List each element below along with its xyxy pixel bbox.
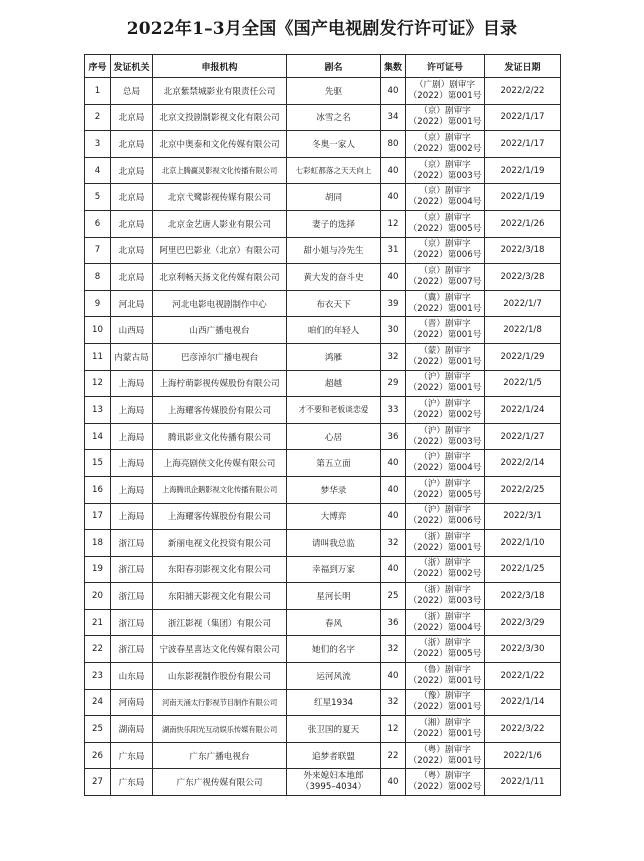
- cell-authority: 上海局: [111, 423, 153, 450]
- cell-no: 21: [85, 609, 111, 636]
- cell-date: 2022/1/19: [485, 157, 561, 184]
- license-line-2: （2022）第004号: [408, 197, 482, 208]
- page-title: 2022年1–3月全国《国产电视剧发行许可证》目录: [126, 19, 518, 39]
- cell-drama: 红星1934: [287, 689, 381, 716]
- cell-license-no: [406, 104, 485, 131]
- license-line-2: （2022）第001号: [408, 729, 482, 740]
- cell-authority: 广东局: [111, 769, 153, 796]
- cell-no: 3: [85, 131, 111, 158]
- cell-date: 2022/3/30: [485, 636, 561, 663]
- cell-license-no: [406, 609, 485, 636]
- cell-license-no: [406, 689, 485, 716]
- header-license-no: 许可证号: [406, 55, 485, 78]
- cell-episodes: 40: [381, 450, 406, 477]
- header-drama: 剧名: [287, 55, 381, 78]
- cell-authority: 上海局: [111, 503, 153, 530]
- cell-license-no: [406, 78, 485, 105]
- table-row: [85, 78, 561, 105]
- license-line-1: （京）剧审字: [419, 239, 471, 250]
- cell-applicant: 河南天涌太行影视节目制作有限公司: [153, 689, 287, 716]
- cell-no: 6: [85, 210, 111, 237]
- cell-applicant: 山东影视制作股份有限公司: [153, 663, 287, 690]
- cell-episodes: 40: [381, 503, 406, 530]
- cell-date: 2022/3/1: [485, 503, 561, 530]
- cell-applicant: 北京金艺唐人影业有限公司: [153, 210, 287, 237]
- cell-date: 2022/2/14: [485, 450, 561, 477]
- cell-date: 2022/2/22: [485, 78, 561, 105]
- license-line-1: （湘）剧审字: [419, 718, 471, 729]
- table-row: [85, 237, 561, 264]
- license-line-2: （2022）第001号: [408, 383, 482, 394]
- license-line-1: （粤）剧审字: [419, 744, 471, 755]
- license-table: [84, 54, 561, 796]
- cell-episodes: 39: [381, 290, 406, 317]
- header-episodes: 集数: [381, 55, 406, 78]
- header-authority: 发证机关: [111, 55, 153, 78]
- table-row: [85, 210, 561, 237]
- cell-no: 23: [85, 663, 111, 690]
- license-line-2: （2022）第005号: [408, 649, 482, 660]
- cell-license-no: [406, 184, 485, 211]
- cell-drama: 冬奥一家人: [287, 131, 381, 158]
- cell-license-no: [406, 131, 485, 158]
- cell-license-no: [406, 450, 485, 477]
- table-row: [85, 689, 561, 716]
- license-line-1: （沪）剧审字: [419, 478, 471, 489]
- license-line-2: （2022）第007号: [408, 276, 482, 287]
- cell-applicant: 北京中奥泰和文化传媒有限公司: [153, 131, 287, 158]
- cell-date: 2022/1/17: [485, 131, 561, 158]
- cell-episodes: 40: [381, 157, 406, 184]
- cell-episodes: 40: [381, 769, 406, 796]
- cell-no: 19: [85, 556, 111, 583]
- license-line-2: （2022）第001号: [408, 90, 482, 101]
- cell-date: 2022/3/18: [485, 237, 561, 264]
- license-line-1: （京）剧审字: [419, 186, 471, 197]
- cell-drama: 七彩虹都落之天天向上: [287, 157, 381, 184]
- license-line-2: （2022）第002号: [408, 782, 482, 793]
- table-row: [85, 317, 561, 344]
- cell-authority: 浙江局: [111, 530, 153, 557]
- cell-date: 2022/1/24: [485, 397, 561, 424]
- cell-authority: 浙江局: [111, 583, 153, 610]
- cell-drama: 星河长明: [287, 583, 381, 610]
- cell-authority: 北京局: [111, 157, 153, 184]
- cell-license-no: [406, 423, 485, 450]
- cell-episodes: 40: [381, 184, 406, 211]
- cell-license-no: [406, 583, 485, 610]
- license-line-1: （蒙）剧审字: [419, 345, 471, 356]
- cell-no: 12: [85, 370, 111, 397]
- cell-drama: 黄大发的奋斗史: [287, 264, 381, 291]
- cell-episodes: 40: [381, 264, 406, 291]
- cell-license-no: [406, 317, 485, 344]
- cell-date: 2022/1/14: [485, 689, 561, 716]
- cell-license-no: [406, 476, 485, 503]
- cell-license-no: [406, 503, 485, 530]
- cell-drama: 梦华录: [287, 476, 381, 503]
- cell-applicant: 阿里巴巴影业（北京）有限公司: [153, 237, 287, 264]
- cell-authority: 北京局: [111, 210, 153, 237]
- cell-authority: 内蒙古局: [111, 343, 153, 370]
- license-line-1: （浙）剧审字: [419, 638, 471, 649]
- cell-drama: 胡同: [287, 184, 381, 211]
- table-row: [85, 397, 561, 424]
- cell-drama: 布衣天下: [287, 290, 381, 317]
- license-line-1: （粤）剧审字: [419, 771, 471, 782]
- cell-applicant: 宁波春星喜达文化传媒有限公司: [153, 636, 287, 663]
- table-row: [85, 609, 561, 636]
- cell-authority: 山东局: [111, 663, 153, 690]
- table-row: [85, 476, 561, 503]
- license-line-1: （京）剧审字: [419, 212, 471, 223]
- cell-drama: [287, 769, 381, 796]
- cell-drama: 甜小姐与冷先生: [287, 237, 381, 264]
- license-line-2: （2022）第005号: [408, 489, 482, 500]
- cell-drama: 追梦者联盟: [287, 742, 381, 769]
- license-line-2: （2022）第001号: [408, 303, 482, 314]
- cell-applicant: 上海腾讯企鹅影视文化传播有限公司: [153, 476, 287, 503]
- cell-date: 2022/3/28: [485, 264, 561, 291]
- table-row: [85, 636, 561, 663]
- cell-episodes: 40: [381, 78, 406, 105]
- license-line-2: （2022）第006号: [408, 516, 482, 527]
- cell-drama: 她们的名字: [287, 636, 381, 663]
- cell-date: 2022/1/8: [485, 317, 561, 344]
- cell-drama: 运河风流: [287, 663, 381, 690]
- cell-applicant: 新丽电视文化投资有限公司: [153, 530, 287, 557]
- cell-no: 16: [85, 476, 111, 503]
- license-line-2: （2022）第004号: [408, 622, 482, 633]
- table-row: [85, 131, 561, 158]
- cell-authority: 总局: [111, 78, 153, 105]
- cell-license-no: [406, 370, 485, 397]
- table-row: [85, 157, 561, 184]
- drama-line-2: （3995–4034）: [300, 782, 367, 793]
- header-row: [85, 55, 561, 78]
- cell-drama: 鸿雁: [287, 343, 381, 370]
- cell-episodes: 29: [381, 370, 406, 397]
- cell-episodes: 31: [381, 237, 406, 264]
- cell-applicant: 山西广播电视台: [153, 317, 287, 344]
- cell-episodes: 32: [381, 636, 406, 663]
- cell-authority: 山西局: [111, 317, 153, 344]
- cell-applicant: 上海柠萌影视传媒股份有限公司: [153, 370, 287, 397]
- cell-episodes: 32: [381, 343, 406, 370]
- cell-drama: 请叫我总监: [287, 530, 381, 557]
- cell-no: 10: [85, 317, 111, 344]
- license-line-2: （2022）第001号: [408, 702, 482, 713]
- cell-authority: 北京局: [111, 264, 153, 291]
- cell-no: 17: [85, 503, 111, 530]
- cell-applicant: 北京文投剧制影视文化有限公司: [153, 104, 287, 131]
- license-line-2: （2022）第003号: [408, 436, 482, 447]
- cell-authority: 河南局: [111, 689, 153, 716]
- header-applicant: 申报机构: [153, 55, 287, 78]
- license-line-1: （沪）剧审字: [419, 452, 471, 463]
- cell-applicant: 上海亮剧侠文化传媒有限公司: [153, 450, 287, 477]
- license-line-1: （浙）剧审字: [419, 558, 471, 569]
- cell-episodes: 40: [381, 476, 406, 503]
- table-row: [85, 290, 561, 317]
- cell-date: 2022/1/26: [485, 210, 561, 237]
- license-line-2: （2022）第002号: [408, 569, 482, 580]
- cell-date: 2022/1/17: [485, 104, 561, 131]
- cell-license-no: [406, 237, 485, 264]
- cell-no: 8: [85, 264, 111, 291]
- cell-drama: 大博弈: [287, 503, 381, 530]
- cell-episodes: 22: [381, 742, 406, 769]
- license-line-2: （2022）第002号: [408, 409, 482, 420]
- cell-no: 14: [85, 423, 111, 450]
- cell-episodes: 25: [381, 583, 406, 610]
- cell-no: 24: [85, 689, 111, 716]
- cell-applicant: 湖南快乐阳光互动娱乐传媒有限公司: [153, 716, 287, 743]
- cell-applicant: 浙江影视（集团）有限公司: [153, 609, 287, 636]
- cell-license-no: [406, 264, 485, 291]
- table-row: [85, 264, 561, 291]
- license-line-2: （2022）第001号: [408, 330, 482, 341]
- cell-drama: 春风: [287, 609, 381, 636]
- table-row: [85, 423, 561, 450]
- cell-date: 2022/3/29: [485, 609, 561, 636]
- cell-no: 27: [85, 769, 111, 796]
- cell-authority: 北京局: [111, 184, 153, 211]
- cell-no: 9: [85, 290, 111, 317]
- cell-no: 13: [85, 397, 111, 424]
- cell-authority: 上海局: [111, 476, 153, 503]
- license-line-2: （2022）第003号: [408, 596, 482, 607]
- cell-applicant: 北京上腾赢灵影视文化传播有限公司: [153, 157, 287, 184]
- license-line-1: （晋）剧审字: [419, 319, 471, 330]
- cell-drama: 冰雪之名: [287, 104, 381, 131]
- cell-applicant: 北京紫禁城影业有限责任公司: [153, 78, 287, 105]
- cell-applicant: 巴彦淖尔广播电视台: [153, 343, 287, 370]
- cell-authority: 上海局: [111, 397, 153, 424]
- cell-drama: 心居: [287, 423, 381, 450]
- cell-authority: 浙江局: [111, 609, 153, 636]
- cell-license-no: [406, 530, 485, 557]
- license-line-2: （2022）第001号: [408, 542, 482, 553]
- cell-authority: 广东局: [111, 742, 153, 769]
- cell-applicant: 上海耀客传媒股份有限公司: [153, 397, 287, 424]
- license-line-1: （浙）剧审字: [419, 611, 471, 622]
- cell-episodes: 36: [381, 609, 406, 636]
- table-row: [85, 503, 561, 530]
- table-row: [85, 742, 561, 769]
- cell-authority: 浙江局: [111, 556, 153, 583]
- license-line-1: （广剧）剧审字: [414, 79, 476, 90]
- license-line-1: （沪）剧审字: [419, 505, 471, 516]
- license-line-1: （京）剧审字: [419, 106, 471, 117]
- cell-no: 5: [85, 184, 111, 211]
- cell-no: 20: [85, 583, 111, 610]
- table-row: [85, 184, 561, 211]
- license-line-2: （2022）第006号: [408, 250, 482, 261]
- cell-license-no: [406, 210, 485, 237]
- cell-authority: 北京局: [111, 131, 153, 158]
- cell-drama: 妻子的选择: [287, 210, 381, 237]
- license-line-1: （豫）剧审字: [419, 691, 471, 702]
- table-row: [85, 450, 561, 477]
- cell-episodes: 12: [381, 210, 406, 237]
- cell-episodes: 33: [381, 397, 406, 424]
- table-row: [85, 530, 561, 557]
- table-row: [85, 716, 561, 743]
- cell-date: 2022/1/11: [485, 769, 561, 796]
- cell-no: 11: [85, 343, 111, 370]
- cell-date: 2022/1/19: [485, 184, 561, 211]
- cell-no: 2: [85, 104, 111, 131]
- cell-drama: 先驱: [287, 78, 381, 105]
- cell-license-no: [406, 290, 485, 317]
- license-line-1: （京）剧审字: [419, 159, 471, 170]
- cell-authority: 上海局: [111, 370, 153, 397]
- table-row: [85, 583, 561, 610]
- cell-applicant: 广东广播电视台: [153, 742, 287, 769]
- cell-authority: 河北局: [111, 290, 153, 317]
- table-row: [85, 370, 561, 397]
- cell-episodes: 30: [381, 317, 406, 344]
- cell-no: 7: [85, 237, 111, 264]
- cell-date: 2022/1/6: [485, 742, 561, 769]
- license-line-2: （2022）第005号: [408, 223, 482, 234]
- cell-episodes: 36: [381, 423, 406, 450]
- cell-no: 1: [85, 78, 111, 105]
- license-line-1: （浙）剧审字: [419, 531, 471, 542]
- cell-license-no: [406, 636, 485, 663]
- cell-date: 2022/1/10: [485, 530, 561, 557]
- cell-drama: 第五立面: [287, 450, 381, 477]
- cell-authority: 浙江局: [111, 636, 153, 663]
- cell-license-no: [406, 663, 485, 690]
- cell-date: 2022/1/29: [485, 343, 561, 370]
- license-line-1: （鲁）剧审字: [419, 664, 471, 675]
- license-line-2: （2022）第004号: [408, 463, 482, 474]
- cell-episodes: 32: [381, 530, 406, 557]
- cell-authority: 上海局: [111, 450, 153, 477]
- cell-no: 26: [85, 742, 111, 769]
- license-line-1: （京）剧审字: [419, 132, 471, 143]
- cell-date: 2022/1/7: [485, 290, 561, 317]
- cell-no: 4: [85, 157, 111, 184]
- table-row: [85, 104, 561, 131]
- cell-authority: 湖南局: [111, 716, 153, 743]
- license-line-2: （2022）第001号: [408, 356, 482, 367]
- cell-no: 22: [85, 636, 111, 663]
- drama-line-1: 外来媳妇本地郎: [303, 771, 364, 782]
- cell-date: 2022/3/22: [485, 716, 561, 743]
- license-line-2: （2022）第001号: [408, 117, 482, 128]
- license-line-2: （2022）第002号: [408, 143, 482, 154]
- cell-episodes: 12: [381, 716, 406, 743]
- license-line-1: （沪）剧审字: [419, 398, 471, 409]
- cell-applicant: 上海耀客传媒股份有限公司: [153, 503, 287, 530]
- cell-drama: 才不要和老板谈恋爱: [287, 397, 381, 424]
- cell-date: 2022/1/5: [485, 370, 561, 397]
- cell-episodes: 80: [381, 131, 406, 158]
- cell-episodes: 32: [381, 689, 406, 716]
- cell-applicant: 广东广视传媒有限公司: [153, 769, 287, 796]
- cell-license-no: [406, 769, 485, 796]
- cell-drama: 张卫国的夏天: [287, 716, 381, 743]
- license-line-1: （冀）剧审字: [419, 292, 471, 303]
- cell-license-no: [406, 157, 485, 184]
- cell-date: 2022/1/22: [485, 663, 561, 690]
- cell-no: 18: [85, 530, 111, 557]
- cell-license-no: [406, 716, 485, 743]
- cell-license-no: [406, 343, 485, 370]
- table-row: [85, 343, 561, 370]
- cell-license-no: [406, 742, 485, 769]
- cell-applicant: 北京弋鹭影视传媒有限公司: [153, 184, 287, 211]
- license-line-2: （2022）第003号: [408, 170, 482, 181]
- header-date: 发证日期: [485, 55, 561, 78]
- cell-date: 2022/2/25: [485, 476, 561, 503]
- cell-drama: 超越: [287, 370, 381, 397]
- cell-applicant: 腾讯影业文化传播有限公司: [153, 423, 287, 450]
- cell-license-no: [406, 397, 485, 424]
- table-row: [85, 663, 561, 690]
- cell-no: 15: [85, 450, 111, 477]
- license-line-1: （京）剧审字: [419, 265, 471, 276]
- license-line-2: （2022）第001号: [408, 675, 482, 686]
- cell-license-no: [406, 556, 485, 583]
- license-line-2: （2022）第001号: [408, 755, 482, 766]
- cell-episodes: 34: [381, 104, 406, 131]
- cell-applicant: 东阳捕天影视文化有限公司: [153, 583, 287, 610]
- table-row: [85, 556, 561, 583]
- header-no: 序号: [85, 55, 111, 78]
- cell-applicant: 河北电影电视剧制作中心: [153, 290, 287, 317]
- cell-drama: 咱们的年轻人: [287, 317, 381, 344]
- cell-no: 25: [85, 716, 111, 743]
- cell-episodes: 40: [381, 556, 406, 583]
- cell-applicant: 东阳春羽影视文化有限公司: [153, 556, 287, 583]
- license-line-1: （沪）剧审字: [419, 425, 471, 436]
- table-row: [85, 769, 561, 796]
- cell-authority: 北京局: [111, 237, 153, 264]
- license-line-1: （沪）剧审字: [419, 372, 471, 383]
- cell-date: 2022/3/18: [485, 583, 561, 610]
- cell-date: 2022/1/27: [485, 423, 561, 450]
- license-line-1: （浙）剧审字: [419, 585, 471, 596]
- cell-authority: 北京局: [111, 104, 153, 131]
- cell-episodes: 40: [381, 663, 406, 690]
- cell-date: 2022/1/25: [485, 556, 561, 583]
- cell-applicant: 北京利畅天扬文化传媒有限公司: [153, 264, 287, 291]
- cell-drama: 幸福到万家: [287, 556, 381, 583]
